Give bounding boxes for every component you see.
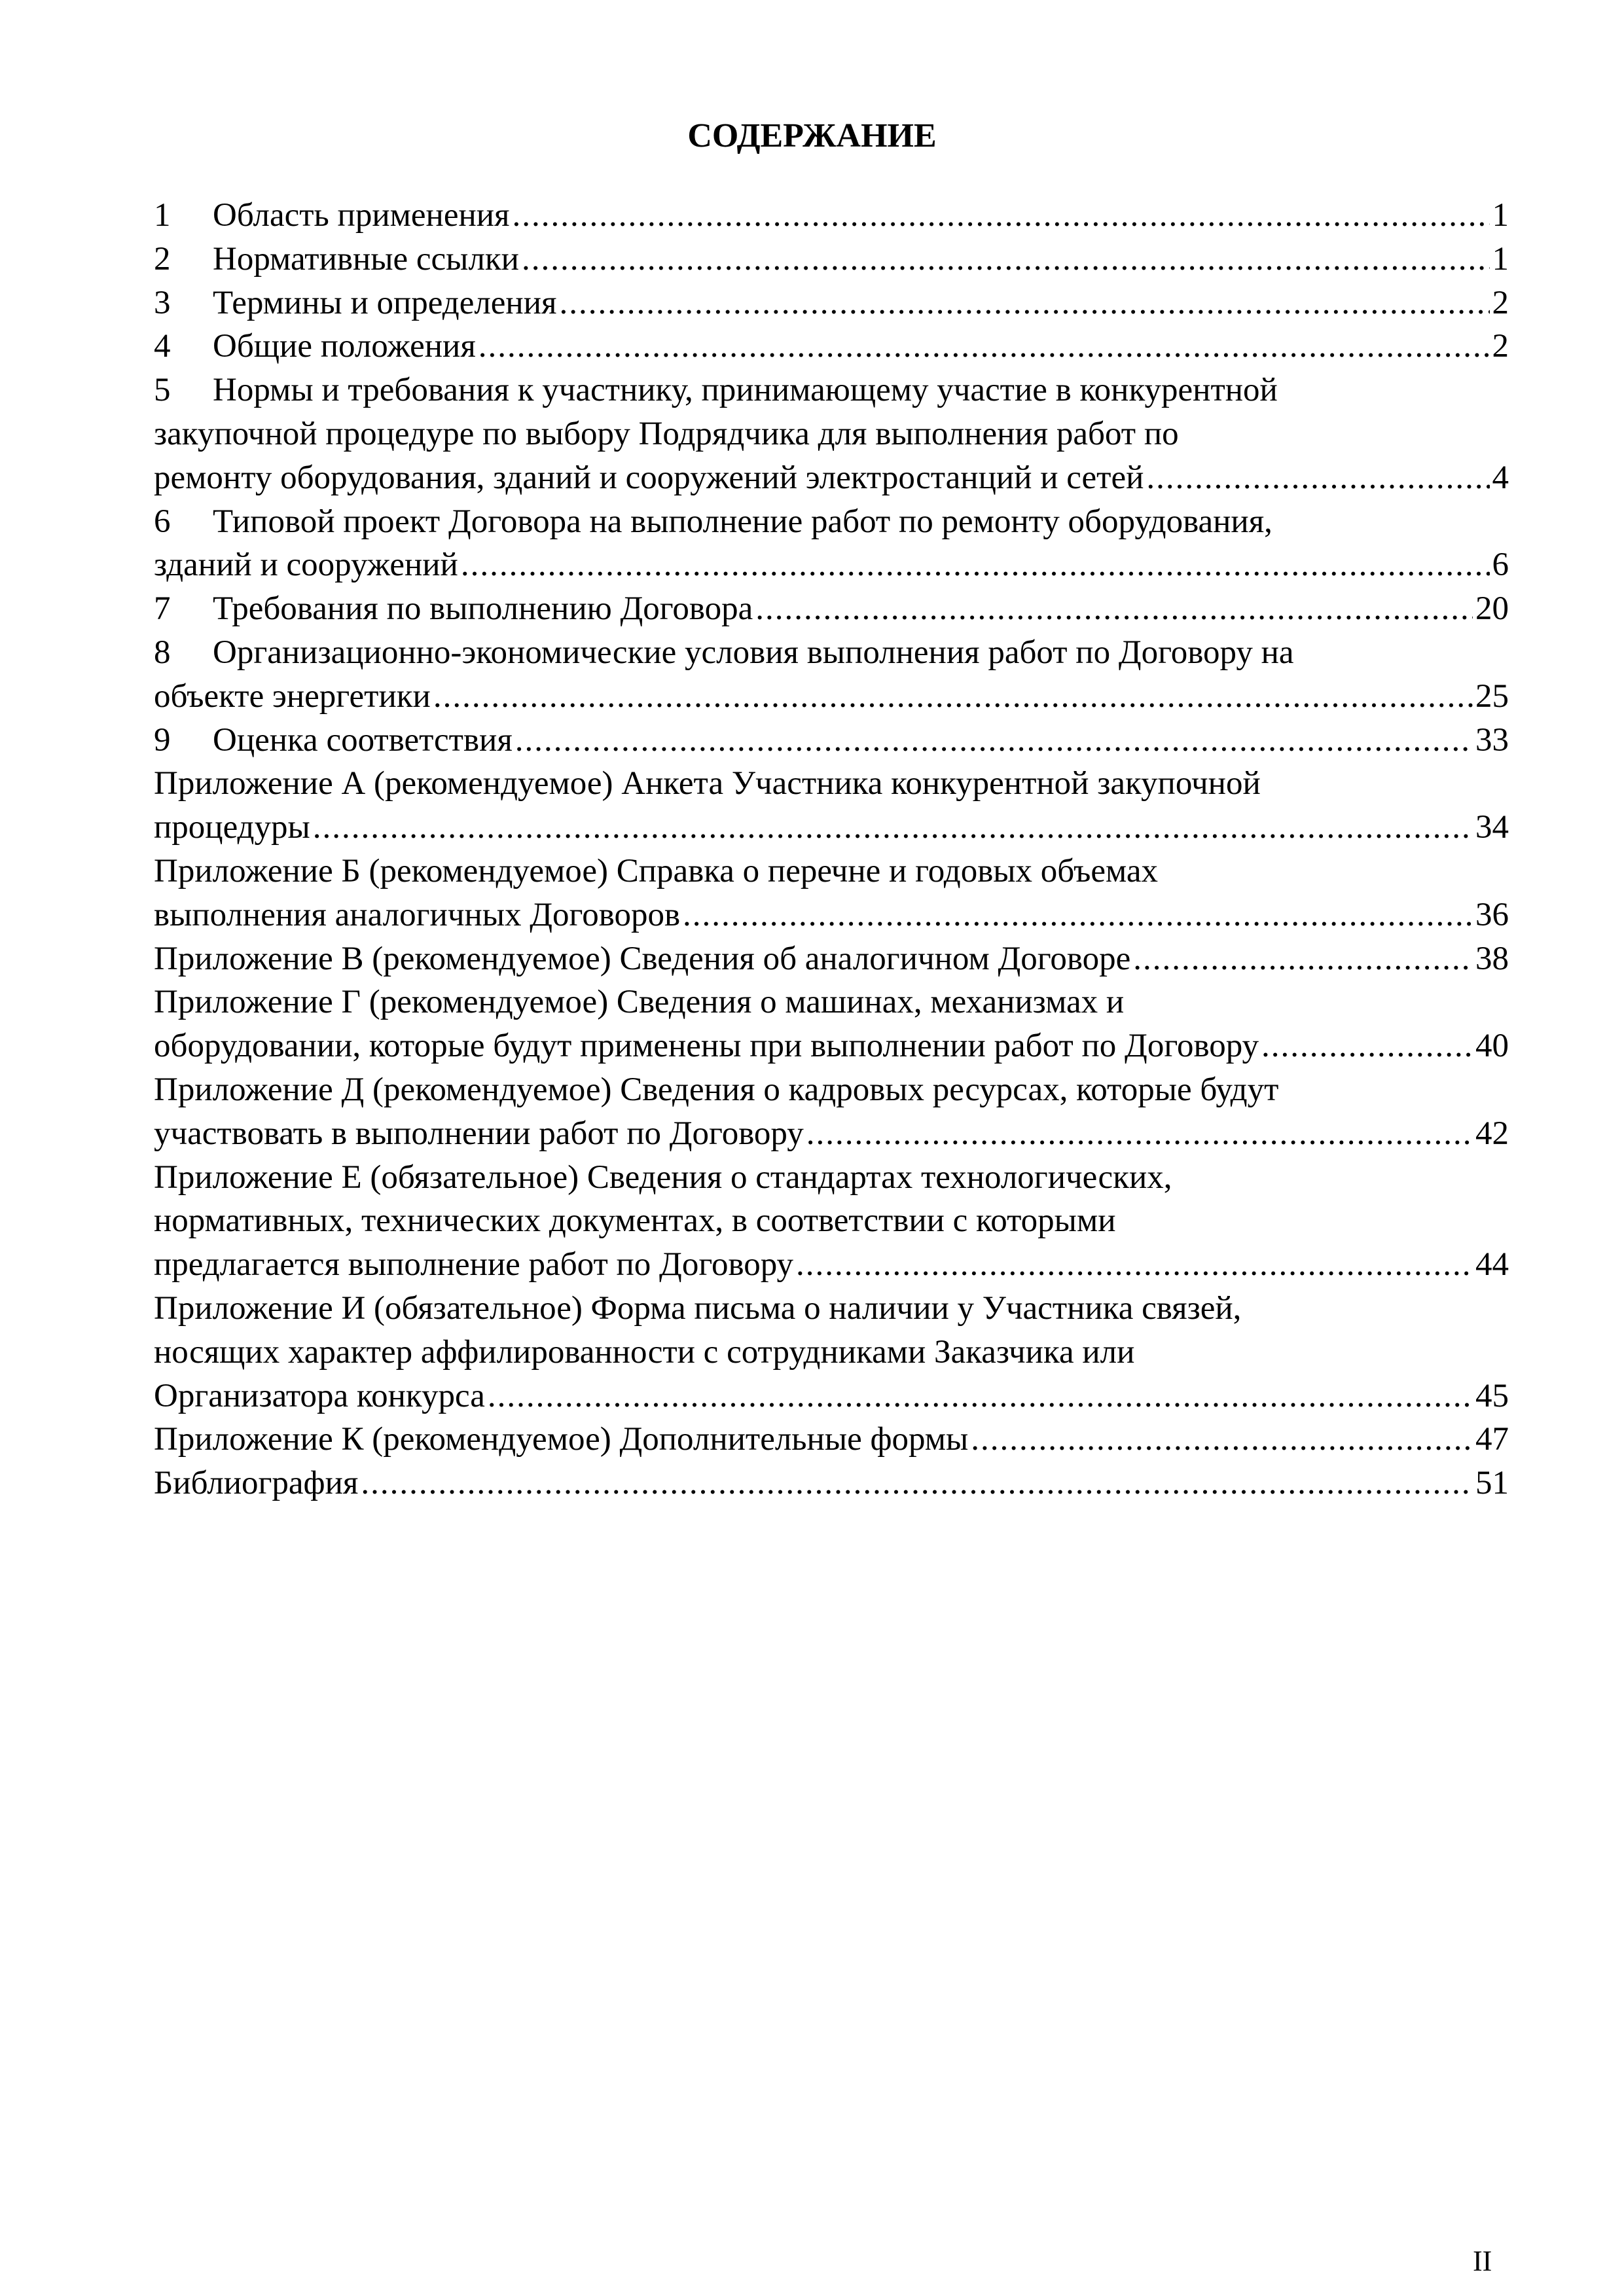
page-title: СОДЕРЖАНИЕ [687,117,937,154]
toc-entry-title: Приложение А (рекомендуемое) Анкета Участника конкурентной закупочной [154,765,1261,802]
toc-entry-page: 44 [1475,1246,1509,1283]
toc-entry-number: 9 [154,721,171,759]
toc-entry-page: 36 [1475,896,1509,933]
toc-entry-line [154,1374,1509,1418]
dot-leader [796,1243,1473,1287]
toc-entry[interactable] [154,850,1509,937]
toc-entry-title: Нормы и требования к участнику, принимающему участие в конкурентной [213,372,1278,409]
toc-entry[interactable] [154,1287,1509,1418]
page-number: II [1473,2245,1492,2277]
toc-entry[interactable] [154,762,1509,850]
toc-entry-title: носящих характер аффилированности с сотрудниками Заказчика или [154,1333,1135,1371]
dot-leader [488,1374,1473,1418]
toc-entry[interactable] [154,1068,1509,1156]
dot-leader [755,587,1473,631]
dot-leader [522,238,1490,281]
toc-entry-title: предлагается выполнение работ по Договору [154,1246,794,1283]
toc-entry-page: 34 [1475,809,1509,846]
toc-entry-title: Общие положения [213,328,476,365]
toc-entry-line [154,1112,1509,1156]
toc-entry-page: 6 [1492,547,1509,584]
dot-leader [515,719,1473,762]
dot-leader [478,325,1490,368]
toc-entry-line [154,719,1509,762]
toc-entry-title: Приложение К (рекомендуемое) Дополнительные формы [154,1421,969,1458]
toc-entry[interactable] [154,631,1509,719]
toc-entry-line [154,1331,1509,1374]
toc-entry-page: 42 [1475,1115,1509,1152]
dot-leader [361,1462,1473,1505]
toc-entry-title: зданий и сооружений [154,547,458,584]
toc-entry-title: Типовой проект Договора на выполнение работ по ремонту оборудования, [213,503,1272,540]
dot-leader [806,1112,1473,1156]
toc-entry[interactable] [154,587,1509,631]
toc-entry-line [154,850,1509,893]
dot-leader [1261,1024,1473,1068]
toc-entry-page: 1 [1492,197,1509,234]
toc-entry-title: Организатора конкурса [154,1377,485,1414]
toc-entry-line [154,543,1509,587]
toc-entry-line [154,238,1509,281]
toc-entry-line [154,1287,1509,1331]
toc-entry-page: 1 [1492,240,1509,278]
toc-entry-line [154,1068,1509,1112]
toc-entry-title: оборудовании, которые будут применены при выполнении работ по Договору [154,1028,1259,1065]
toc-entry-page: 47 [1475,1421,1509,1458]
toc-entry-line [154,587,1509,631]
toc-entry-page: 45 [1475,1377,1509,1414]
dot-leader [559,281,1489,325]
toc-entry[interactable] [154,238,1509,281]
toc-entry-page: 40 [1475,1028,1509,1065]
toc-entry-page: 2 [1492,284,1509,321]
toc-entry-line [154,1024,1509,1068]
toc-entry-line [154,980,1509,1024]
toc-entry-line [154,631,1509,675]
toc-entry[interactable] [154,281,1509,325]
toc-entry-line [154,368,1509,412]
toc-entry-title: нормативных, технических документах, в соответствии с которыми [154,1202,1116,1240]
toc-entry[interactable] [154,368,1509,499]
toc-entry[interactable] [154,719,1509,762]
toc-entry-line [154,1418,1509,1462]
toc-entry-title: Приложение Е (обязательное) Сведения о стандартах технологических, [154,1158,1172,1196]
toc-entry-number: 5 [154,372,171,409]
toc-entry-number: 6 [154,503,171,540]
toc-entry-page: 4 [1492,459,1509,496]
toc-entry-page: 2 [1492,328,1509,365]
toc-entry-line [154,1199,1509,1243]
toc-entry-title: Нормативные ссылки [213,240,519,278]
toc-entry-line [154,194,1509,238]
toc-entry[interactable] [154,500,1509,588]
toc-entry-number: 2 [154,240,171,278]
dot-leader [1146,456,1489,500]
toc-entry-title: Приложение Г (рекомендуемое) Сведения о машинах, механизмах и [154,984,1125,1021]
toc-entry-line [154,806,1509,850]
toc-entry-line [154,893,1509,937]
toc-entry-title: Приложение В (рекомендуемое) Сведения об аналогичном Договоре [154,940,1131,977]
toc-entry-line [154,500,1509,544]
toc-entry-line [154,456,1509,500]
toc-entry-number: 8 [154,634,171,671]
toc-entry-number: 4 [154,328,171,365]
toc-entry-number: 1 [154,197,171,234]
toc-entry-line [154,1462,1509,1505]
toc-entry[interactable] [154,937,1509,981]
dot-leader [683,893,1473,937]
dot-leader [513,194,1490,238]
toc-entry-line [154,937,1509,981]
table-of-contents [154,194,1509,1505]
toc-entry-line [154,762,1509,806]
toc-entry-title: Приложение Д (рекомендуемое) Сведения о кадровых ресурсах, которые будут [154,1071,1279,1108]
toc-entry[interactable] [154,1462,1509,1505]
toc-entry-page: 38 [1475,940,1509,977]
toc-entry-title: процедуры [154,809,310,846]
toc-entry[interactable] [154,194,1509,238]
toc-entry-title: Библиография [154,1465,359,1502]
toc-entry[interactable] [154,980,1509,1068]
toc-entry-line [154,1156,1509,1200]
toc-entry-line [154,675,1509,719]
toc-entry-page: 51 [1475,1465,1509,1502]
dot-leader [971,1418,1473,1462]
dot-leader [461,543,1490,587]
toc-entry[interactable] [154,1418,1509,1462]
toc-entry-title: Оценка соответствия [213,721,513,759]
toc-entry-title: ремонту оборудования, зданий и сооружений электростанций и сетей [154,459,1144,496]
toc-entry-title: Термины и определения [213,284,557,321]
toc-entry-title: закупочной процедуре по выбору Подрядчика для выполнения работ по [154,415,1179,452]
toc-entry-page: 33 [1475,721,1509,759]
toc-entry-number: 3 [154,284,171,321]
toc-entry-title: Требования по выполнению Договора [213,590,753,628]
dot-leader [433,675,1473,719]
toc-entry-title: объекте энергетики [154,677,431,715]
toc-entry-line [154,412,1509,456]
toc-entry-line [154,281,1509,325]
toc-entry-page: 20 [1475,590,1509,628]
toc-entry-line [154,1243,1509,1287]
toc-entry[interactable] [154,325,1509,368]
toc-entry-title: выполнения аналогичных Договоров [154,896,681,933]
toc-entry-number: 7 [154,590,171,628]
toc-entry[interactable] [154,1156,1509,1287]
toc-entry-line [154,325,1509,368]
dot-leader [1133,937,1473,981]
toc-entry-page: 25 [1475,677,1509,715]
toc-entry-title: Область применения [213,197,510,234]
toc-entry-title: Приложение Б (рекомендуемое) Справка о перечне и годовых объемах [154,852,1159,889]
toc-entry-title: Организационно-экономические условия выполнения работ по Договору на [213,634,1294,671]
toc-entry-title: Приложение И (обязательное) Форма письма о наличии у Участника связей, [154,1289,1242,1327]
toc-entry-title: участвовать в выполнении работ по Договору [154,1115,804,1152]
dot-leader [313,806,1473,850]
